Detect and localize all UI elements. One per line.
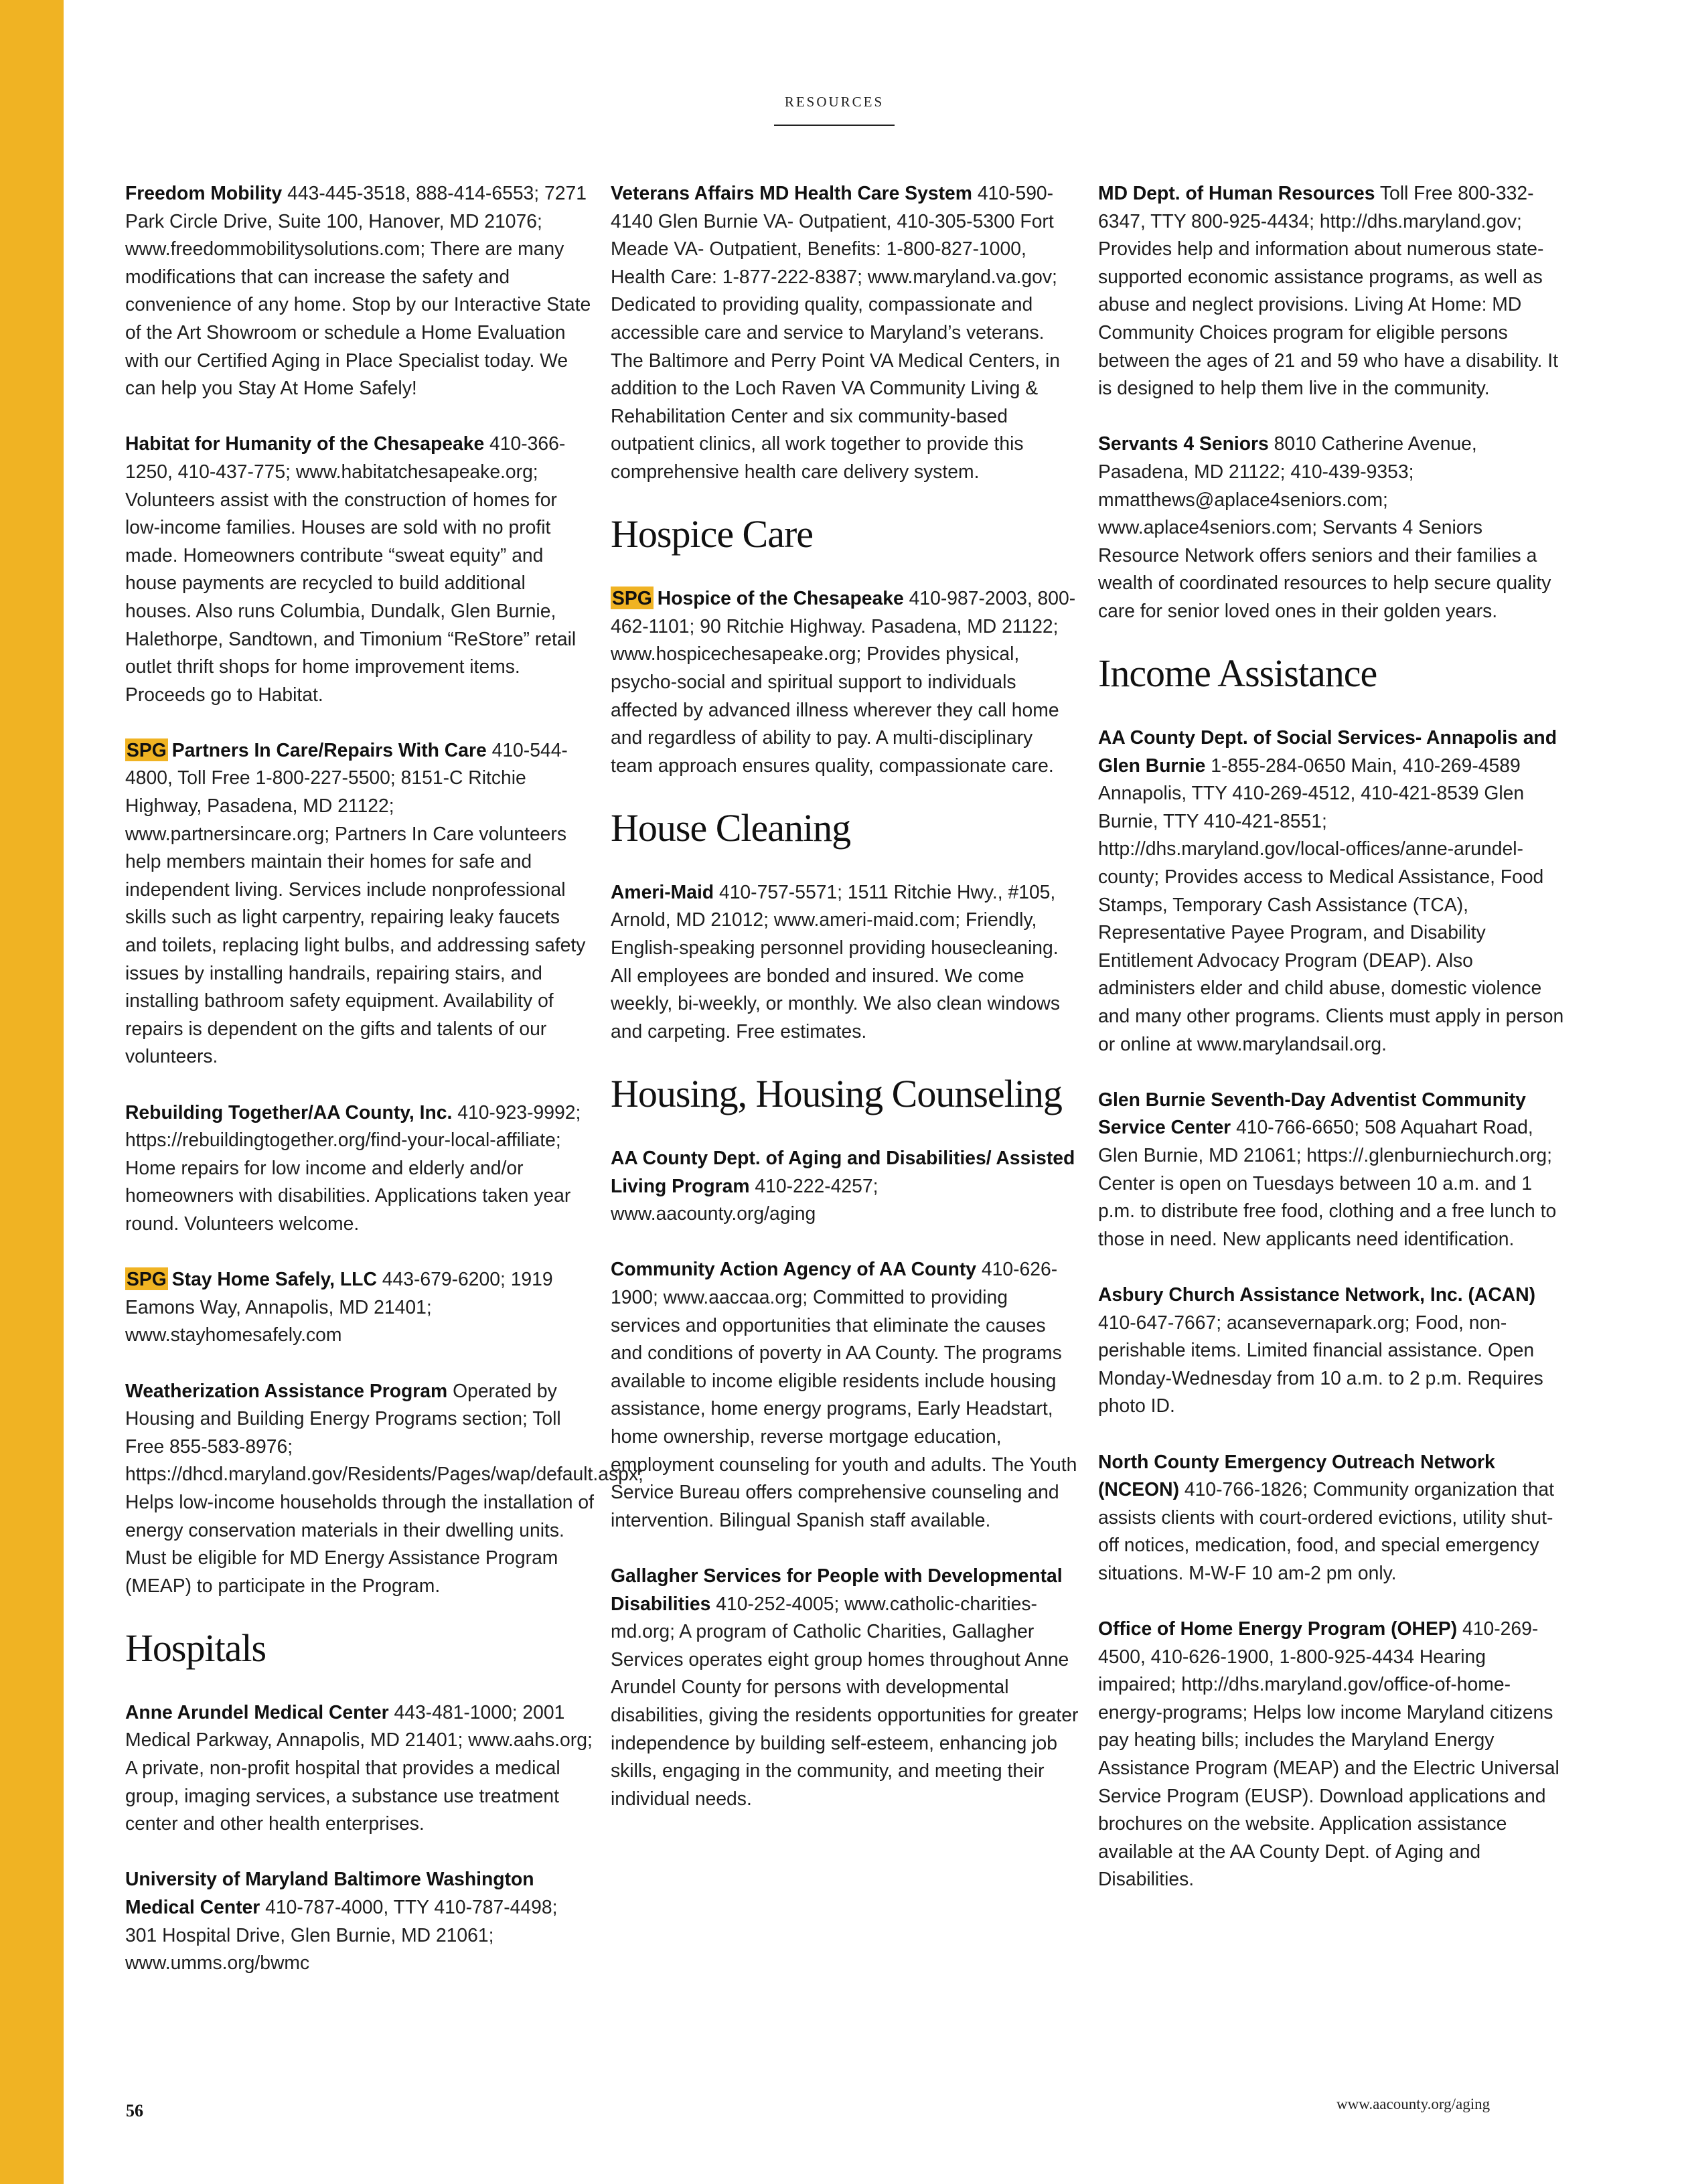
resource-name: Freedom Mobility xyxy=(125,182,283,204)
resource-entry xyxy=(125,1377,643,1600)
resource-entry xyxy=(125,1099,594,1238)
column-1 xyxy=(125,179,643,2005)
resource-details: 410-766-1826; Community organization that assists clients with court-ordered evictions, utility shut-off notices, medication, food, and special emergency situations. M-W-F 10 am-2 pm only. xyxy=(1098,1478,1555,1583)
resource-name: MD Dept. of Human Resources xyxy=(1098,182,1375,204)
resource-details: 410-787-4000, TTY 410-787-4498; 301 Hospital Drive, Glen Burnie, MD 21061; www.umms.org/bwmc xyxy=(125,1896,558,1974)
resource-entry xyxy=(125,430,594,708)
resource-entry xyxy=(611,584,1079,779)
resource-details: Operated by Housing and Building Energy Programs section; Toll Free 855-583-8976; https://dhcd.maryland.gov/Residents/Pages/wap/default.aspx; Helps low-income households through the installation of energy conservation materials in their dwelling units. Must be eligible for MD Energy Assistance Program (MEAP) to participate in the Program. xyxy=(125,1379,643,1596)
resource-name: AA County Dept. of Social Services- Annapolis and Glen Burnie xyxy=(1098,726,1557,776)
resource-details: 8010 Catherine Avenue, Pasadena, MD 21122; 410-439-9353; mmatthews@aplace4seniors.com; www.aplace4seniors.com; Servants 4 Seniors Resource Network offers seniors and their families a wealth of coordinated resources to help secure quality care for senior loved ones in their golden years. xyxy=(1098,433,1551,621)
resource-name: Community Action Agency of AA County xyxy=(611,1258,977,1280)
resource-name: Rebuilding Together/AA County, Inc. xyxy=(125,1101,453,1123)
resource-entry xyxy=(125,1865,594,1976)
resource-entry xyxy=(1098,1615,1567,1893)
spg-badge: SPG xyxy=(612,587,652,609)
resource-details: 410-626-1900; www.aaccaa.org; Committed to providing services and opportunities that eliminate the causes and conditions of poverty in AA County. The programs available to income eligible residents include housing assistance, home energy programs, Early Headstart, home ownership, reverse mortgage education, employment counseling for youth and adults. The Youth Service Bureau offers comprehensive counseling and intervention. Bilingual Spanish staff available. xyxy=(611,1258,1077,1531)
resource-name: Gallagher Services for People with Developmental Disabilities xyxy=(611,1564,1063,1614)
section-heading-hospice-care: Hospice Care xyxy=(611,512,814,556)
resource-details: 1-855-284-0650 Main, 410-269-4589 Annapolis, TTY 410-269-4512, 410-421-8539 Glen Burnie, TTY 410-421-8551; http://dhs.maryland.gov/local-offices/anne-arundel-county; Provides access to Medical Assistance, Food Stamps, Temporary Cash Assistance (TCA), Representative Payee Program, and Disability Entitlement Advocacy Program (DEAP). Also administers elder and child abuse, domestic violence and many other programs. Clients must apply in person or online at www.marylandsail.org. xyxy=(1098,754,1564,1055)
resource-entry xyxy=(1098,1281,1567,1420)
spg-badge: SPG xyxy=(127,1268,167,1290)
resource-name: Servants 4 Seniors xyxy=(1098,433,1269,455)
resource-details: 443-481-1000; 2001 Medical Parkway, Annapolis, MD 21401; www.aahs.org; A private, non-profit hospital that provides a medical group, imaging services, a substance use treatment center and other health enterprises. xyxy=(125,1701,593,1835)
resource-name: Ameri-Maid xyxy=(611,880,714,903)
column-2 xyxy=(611,179,1079,1841)
resource-entry xyxy=(1098,1448,1567,1587)
resource-entry xyxy=(125,179,594,402)
column-3 xyxy=(1098,179,1567,1922)
resource-name: Veterans Affairs MD Health Care System xyxy=(611,182,972,204)
resource-entry xyxy=(1098,430,1567,625)
resource-details: 410-766-6650; 508 Aquahart Road, Glen Burnie, MD 21061; https://.glenburniechurch.org; Center is open on Tuesdays between 10 a.m. and 1 p.m. to distribute free food, clothing and a free lunch to those in need. New applicants need identification. xyxy=(1098,1116,1557,1249)
resource-name: Stay Home Safely, LLC xyxy=(171,1268,377,1290)
resource-entry xyxy=(611,878,1079,1046)
section-heading-housing-housing-counseling: Housing, Housing Counseling xyxy=(611,1072,1062,1116)
resource-entry xyxy=(125,1699,594,1838)
resource-details: 410-987-2003, 800-462-1101; 90 Ritchie Highway. Pasadena, MD 21122; www.hospicechesapeake.org; Provides physical, psycho-social and spiritual support to individuals affected by advanced illness wherever they call home and regardless of ability to pay. A multi-disciplinary team approach ensures quality, compassionate care. xyxy=(611,587,1076,776)
resource-name: Partners In Care/Repairs With Care xyxy=(171,738,487,761)
running-head-rule xyxy=(774,125,895,126)
resource-details: 410-923-9992; https://rebuildingtogether.org/find-your-local-affiliate; Home repairs for low income and elderly and/or homeowners with disabilities. Applications taken year round. Volunteers welcome. xyxy=(125,1101,581,1234)
resource-name: Asbury Church Assistance Network, Inc. (ACAN) xyxy=(1098,1283,1536,1305)
running-head: RESOURCES xyxy=(784,94,885,110)
resource-name: Glen Burnie Seventh-Day Adventist Community Service Center xyxy=(1098,1088,1526,1138)
resource-name: Office of Home Energy Program (OHEP) xyxy=(1098,1618,1458,1640)
resource-details: 410-590-4140 Glen Burnie VA- Outpatient, 410-305-5300 Fort Meade VA- Outpatient, Benefits: 1-800-827-1000, Health Care: 1-877-222-8387; www.maryland.va.gov; Dedicated to providing quality, compassionate and accessible care and service to Maryland’s veterans. The Baltimore and Perry Point VA Medical Centers, in addition to the Loch Raven VA Community Living & Rehabilitation Center and six community-based outpatient clinics, all work together to provide this comprehensive health care delivery system. xyxy=(611,182,1061,482)
resource-details: 410-647-7667; acansevernapark.org; Food, non-perishable items. Limited financial assistance. Open Monday-Wednesday from 10 a.m. to 2 p.m. Requires photo ID. xyxy=(1098,1311,1543,1417)
resource-name: Hospice of the Chesapeake xyxy=(657,587,904,609)
resource-name: Weatherization Assistance Program xyxy=(125,1379,448,1401)
resource-entry xyxy=(1098,179,1567,402)
resource-details: 443-679-6200; 1919 Eamons Way, Annapolis, MD 21401; www.stayhomesafely.com xyxy=(125,1268,553,1346)
resource-details: 410-222-4257; www.aacounty.org/aging xyxy=(611,1174,878,1225)
resource-name: Habitat for Humanity of the Chesapeake xyxy=(125,433,485,455)
resource-entry xyxy=(611,179,1079,486)
resource-entry xyxy=(611,1562,1079,1812)
spg-badge: SPG xyxy=(127,738,167,761)
section-heading-income-assistance: Income Assistance xyxy=(1098,651,1377,696)
resource-name: Anne Arundel Medical Center xyxy=(125,1701,389,1723)
resource-details: 410-269-4500, 410-626-1900, 1-800-925-4434 Hearing impaired; http://dhs.maryland.gov/office-of-home-energy-programs; Helps low income Maryland citizens pay heating bills; includes the Maryland Energy Assistance Program (MEAP) and the Electric Universal Service Program (EUSP). Download applications and brochures on the website. Application assistance available at the AA County Dept. of Aging and Disabilities. xyxy=(1098,1618,1559,1890)
section-heading-house-cleaning: House Cleaning xyxy=(611,805,851,850)
resource-details: 410-544-4800, Toll Free 1-800-227-5500; 8151-C Ritchie Highway, Pasadena, MD 21122; www.partnersincare.org; Partners In Care volunteers help members maintain their homes for safe and independent living. Services include nonprofessional skills such as light carpentry, repairing leaky faucets and toilets, replacing light bulbs, and addressing safety issues by installing handrails, repairing stairs, and installing bathroom safety equipment. Availability of repairs is dependent on the gifts and talents of our volunteers. xyxy=(125,738,586,1067)
resource-details: Toll Free 800-332-6347, TTY 800-925-4434; http://dhs.maryland.gov; Provides help and information about numerous state-supported economic assistance programs, as well as abuse and neglect provisions. Living At Home: MD Community Choices program for eligible persons between the ages of 21 and 59 who have a disability. It is designed to help them live in the community. xyxy=(1098,182,1558,399)
resource-name: AA County Dept. of Aging and Disabilities/ Assisted Living Program xyxy=(611,1147,1075,1196)
resource-details: 410-757-5571; 1511 Ritchie Hwy., #105, Arnold, MD 21012; www.ameri-maid.com; Friendly, English-speaking personnel providing housecleaning. All employees are bonded and insured. We come weekly, bi-weekly, or monthly. We also clean windows and carpeting. Free estimates. xyxy=(611,880,1061,1042)
footer-url[interactable]: www.aacounty.org/aging xyxy=(1336,2096,1490,2112)
resource-details: 410-252-4005; www.catholic-charities-md.org; A program of Catholic Charities, Gallagher Services operates eight group homes throughout Anne Arundel County for persons with developmental disabilities, giving the residents opportunities for greater independence by building self-esteem, enhancing job skills, engaging in the community, and meeting their individual needs. xyxy=(611,1592,1079,1809)
resource-details: 443-445-3518, 888-414-6553; 7271 Park Circle Drive, Suite 100, Hanover, MD 21076; www.freedommobilitysolutions.com; There are many modifications that can increase the safety and convenience of any home. Stop by our Interactive State of the Art Showroom or schedule a Home Evaluation with our Certified Aging in Place Specialist today. We can help you Stay At Home Safely! xyxy=(125,182,591,399)
resource-entry xyxy=(1098,1086,1567,1253)
resource-entry xyxy=(125,736,594,1071)
resource-details: 410-366-1250, 410-437-775; www.habitatchesapeake.org; Volunteers assist with the construction of homes for low-income families. Houses are sold with no profit made. Homeowners contribute “sweat equity” and house payments are recycled to build additional houses. Also runs Columbia, Dundalk, Glen Burnie, Halethorpe, Sandtown, and Timonium “ReStore” retail outlet thrift shops for home improvement items. Proceeds go to Habitat. xyxy=(125,433,577,705)
resource-name: University of Maryland Baltimore Washington Medical Center xyxy=(125,1868,534,1918)
page-number: 56 xyxy=(126,2101,143,2120)
resource-entry xyxy=(611,1255,1079,1534)
accent-side-bar xyxy=(0,0,64,2184)
resource-entry xyxy=(1098,724,1567,1058)
section-heading-hospitals: Hospitals xyxy=(125,1626,266,1670)
resource-name: North County Emergency Outreach Network (NCEON) xyxy=(1098,1450,1495,1500)
resource-entry xyxy=(611,1144,1079,1228)
resource-entry xyxy=(125,1265,594,1349)
